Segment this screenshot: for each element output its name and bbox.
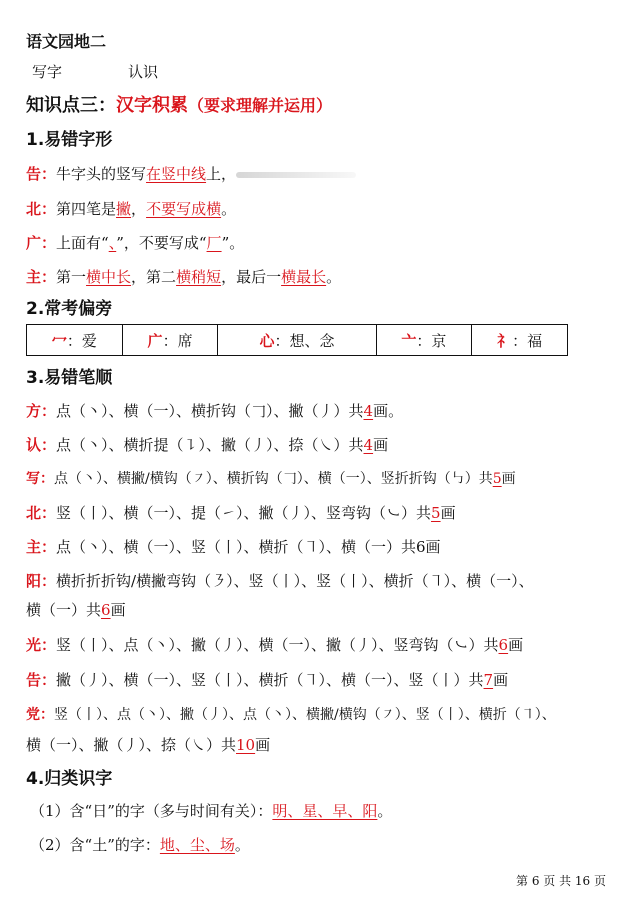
list-item: 写：点（丶）、横撇/横钩（㇇）、横折钩（𠃌）、横（一）、竖折折钩（㇉）共5画	[26, 471, 516, 487]
radical-table	[26, 324, 568, 356]
list-item: 阳：横折折折钩/横撇弯钩（㇋）、竖（丨）、竖（丨）、横折（㇕）、横（一）、	[26, 572, 534, 590]
list-item: 认：点（丶）、横折提（㇊）、撇（丿）、捺（㇏）共4画	[26, 436, 389, 454]
section-1-heading: 1.易错字形	[26, 130, 113, 150]
list-item: 告：牛字头的竖写在竖中线上，	[26, 164, 356, 184]
kp-note: （要求理解并运用）	[188, 96, 333, 115]
list-item: 告：撇（丿）、横（一）、竖（丨）、横折（㇕）、横（一）、竖（丨）共7画	[26, 671, 509, 689]
list-item: 横（一）共6画	[26, 601, 126, 619]
faded-mark	[236, 172, 356, 178]
list-item: 北：竖（丨）、横（一）、提（㇀）、撇（丿）、竖弯钩（㇃）共5画	[26, 504, 456, 522]
section-3-heading: 3.易错笔顺	[26, 368, 113, 388]
list-item: （2）含“土”的字：地、尘、场。	[30, 836, 250, 854]
list-item: 广：上面有“、”，不要写成“厂”。	[26, 234, 245, 252]
radical-cell: 心：想、念	[218, 325, 376, 356]
list-item: （1）含“日”的字（多与时间有关）：明、星、早、阳。	[30, 802, 393, 820]
kp-label: 知识点三：	[26, 95, 116, 116]
page-title: 语文园地二	[26, 32, 107, 51]
radical-cell: 礻：福	[472, 325, 568, 356]
radical-cell: 亠：京	[376, 325, 472, 356]
list-item: 横（一）、撇（丿）、捺（㇏）共10画	[26, 736, 271, 754]
knowledge-point-heading	[26, 96, 332, 116]
list-item: 主：点（丶）、横（一）、竖（丨）、横折（㇕）、横（一）共6画	[26, 538, 441, 556]
tab-write: 写字	[32, 63, 63, 81]
section-2-heading: 2.常考偏旁	[26, 299, 113, 319]
list-item: 方：点（丶）、横（一）、横折钩（𠃌）、撇（丿）共4画。	[26, 402, 404, 420]
page-number: 第 6 页 共 16 页	[516, 874, 606, 888]
radical-cell: 冖：爱	[27, 325, 123, 356]
tab-recognize: 认识	[128, 63, 159, 81]
list-item: 北：第四笔是撇，不要写成横。	[26, 200, 237, 218]
kp-title: 汉字积累	[116, 95, 188, 116]
radical-cell: 广：席	[122, 325, 218, 356]
list-item: 光：竖（丨）、点（丶）、撇（丿）、横（一）、撇（丿）、竖弯钩（㇃）共6画	[26, 636, 524, 654]
list-item: 主：第一横中长，第二横稍短，最后一横最长。	[26, 268, 342, 286]
list-item: 党：竖（丨）、点（丶）、撇（丿）、点（丶）、横撇/横钩（㇇）、竖（丨）、横折（㇕）、	[26, 707, 556, 723]
section-4-heading: 4.归类识字	[26, 769, 113, 789]
